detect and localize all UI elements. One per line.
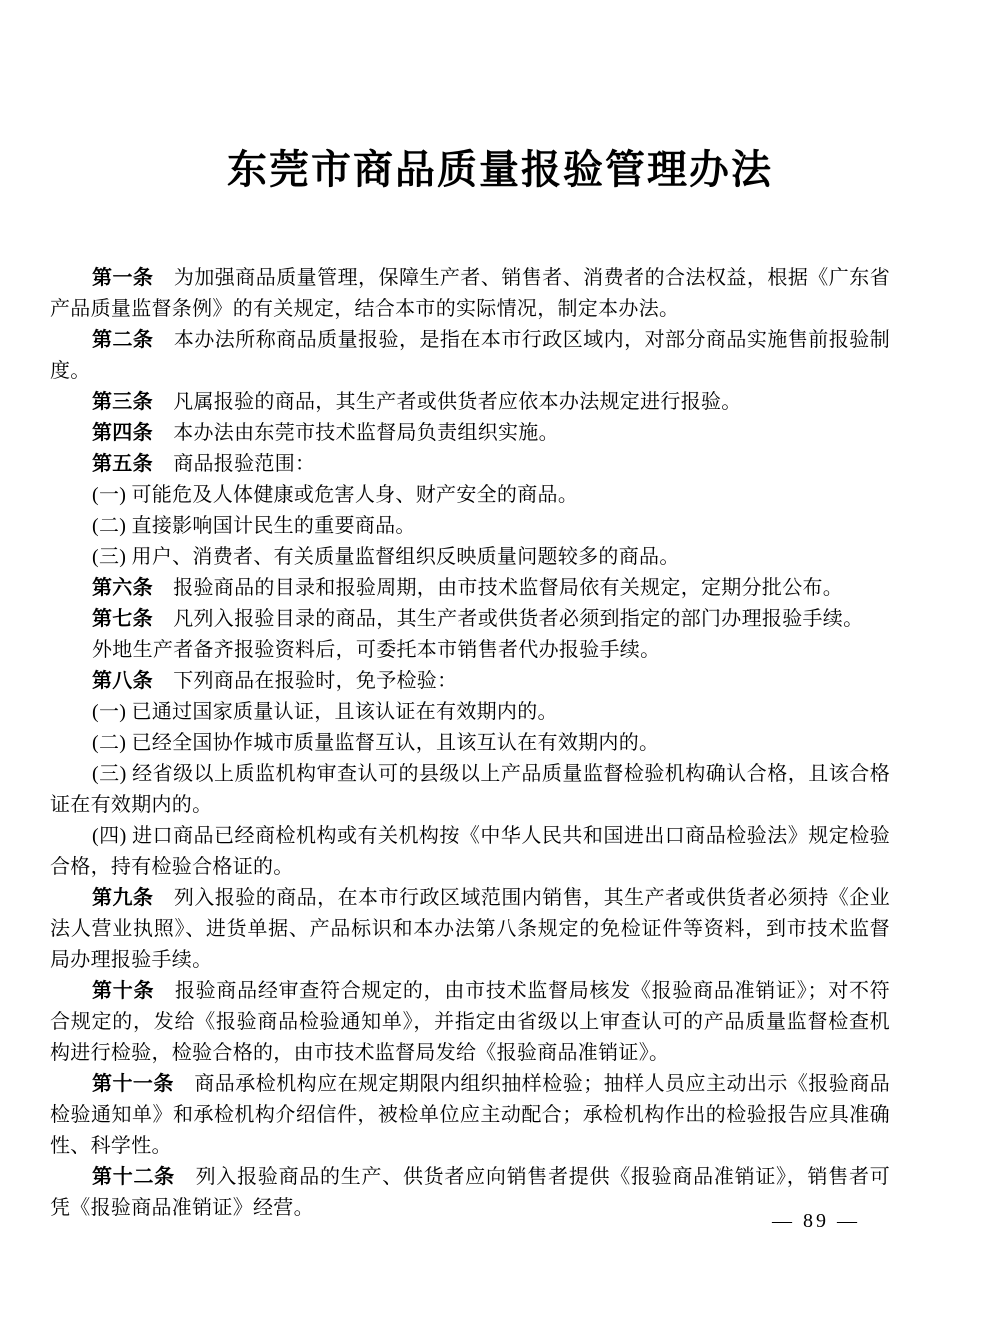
article-text: 报验商品的目录和报验周期，由市技术监督局依有关规定，定期分批公布。 (152, 577, 844, 599)
article-paragraph (50, 635, 890, 666)
article-label: 第十一条 (92, 1073, 174, 1095)
list-item-paragraph (50, 480, 890, 511)
page-number: — 89 — (772, 1210, 860, 1232)
article-text: 本办法由东莞市技术监督局负责组织实施。 (152, 422, 559, 444)
article-text: 下列商品在报验时，免予检验： (152, 670, 458, 692)
article-text: 本办法所称商品质量报验，是指在本市行政区域内，对部分商品实施售前报验制度。 (50, 329, 890, 382)
article-label: 第六条 (92, 577, 153, 599)
article-label: 第八条 (92, 670, 153, 692)
article-paragraph (50, 1069, 890, 1162)
document-title: 东莞市商品质量报验管理办法 (227, 148, 773, 192)
article-paragraph (50, 263, 890, 325)
document-body (50, 263, 890, 1224)
article-label: 第五条 (92, 453, 153, 475)
article-paragraph (50, 1162, 890, 1224)
article-text: (三) 用户、消费者、有关质量监督组织反映质量问题较多的商品。 (92, 546, 680, 568)
article-label: 第二条 (92, 329, 154, 351)
article-paragraph (50, 449, 890, 480)
article-text: (四) 进口商品已经商检机构或有关机构按《中华人民共和国进出口商品检验法》规定检验合格，持有检验合格证的。 (50, 825, 890, 878)
article-text: 商品报验范围： (152, 453, 316, 475)
article-label: 第七条 (92, 608, 153, 630)
article-text: 报验商品经审查符合规定的，由市技术监督局核发《报验商品准销证》；对不符合规定的，发给《报验商品检验通知单》，并指定由省级以上审查认可的产品质量监督检查机构进行检验，检验合格的，由市技术监督局发给《报验商品准销证》。 (50, 980, 890, 1064)
article-label: 第一条 (92, 267, 154, 289)
list-item-paragraph (50, 697, 890, 728)
article-label: 第四条 (92, 422, 153, 444)
article-text: (一) 可能危及人体健康或危害人身、财产安全的商品。 (92, 484, 579, 506)
article-paragraph (50, 883, 890, 976)
list-item-paragraph (50, 759, 890, 821)
article-text: (二) 直接影响国计民生的重要商品。 (92, 515, 416, 537)
article-label: 第三条 (92, 391, 153, 413)
article-paragraph (50, 666, 890, 697)
list-item-paragraph (50, 542, 890, 573)
article-paragraph (50, 976, 890, 1069)
article-text: (一) 已通过国家质量认证，且该认证在有效期内的。 (92, 701, 558, 723)
article-label: 第十二条 (92, 1166, 175, 1188)
article-paragraph (50, 418, 890, 449)
article-text: (三) 经省级以上质监机构审查认可的县级以上产品质量监督检验机构确认合格，且该合格证在有效期内的。 (50, 763, 890, 816)
article-text: 外地生产者备齐报验资料后，可委托本市销售者代办报验手续。 (92, 639, 661, 661)
list-item-paragraph (50, 728, 890, 759)
article-text: 列入报验的商品，在本市行政区域范围内销售，其生产者或供货者必须持《企业法人营业执照》、进货单据、产品标识和本办法第八条规定的免检证件等资料，到市技术监督局办理报验手续。 (50, 887, 890, 971)
article-paragraph (50, 573, 890, 604)
article-text: 列入报验商品的生产、供货者应向销售者提供《报验商品准销证》，销售者可凭《报验商品准销证》经营。 (50, 1166, 891, 1219)
article-paragraph (50, 604, 890, 635)
article-label: 第九条 (92, 887, 154, 909)
article-text: 凡列入报验目录的商品，其生产者或供货者必须到指定的部门办理报验手续。 (152, 608, 864, 630)
article-paragraph (50, 387, 890, 418)
article-text: (二) 已经全国协作城市质量监督互认，且该互认在有效期内的。 (92, 732, 660, 754)
article-text: 凡属报验的商品，其生产者或供货者应依本办法规定进行报验。 (152, 391, 742, 413)
article-text: 为加强商品质量管理，保障生产者、销售者、消费者的合法权益，根据《广东省产品质量监督条例》的有关规定，结合本市的实际情况，制定本办法。 (50, 267, 890, 320)
article-paragraph (50, 325, 890, 387)
article-text: 商品承检机构应在规定期限内组织抽样检验；抽样人员应主动出示《报验商品检验通知单》和承检机构介绍信件，被检单位应主动配合；承检机构作出的检验报告应具准确性、科学性。 (50, 1073, 891, 1157)
list-item-paragraph (50, 511, 890, 542)
article-label: 第十条 (92, 980, 155, 1002)
list-item-paragraph (50, 821, 890, 883)
